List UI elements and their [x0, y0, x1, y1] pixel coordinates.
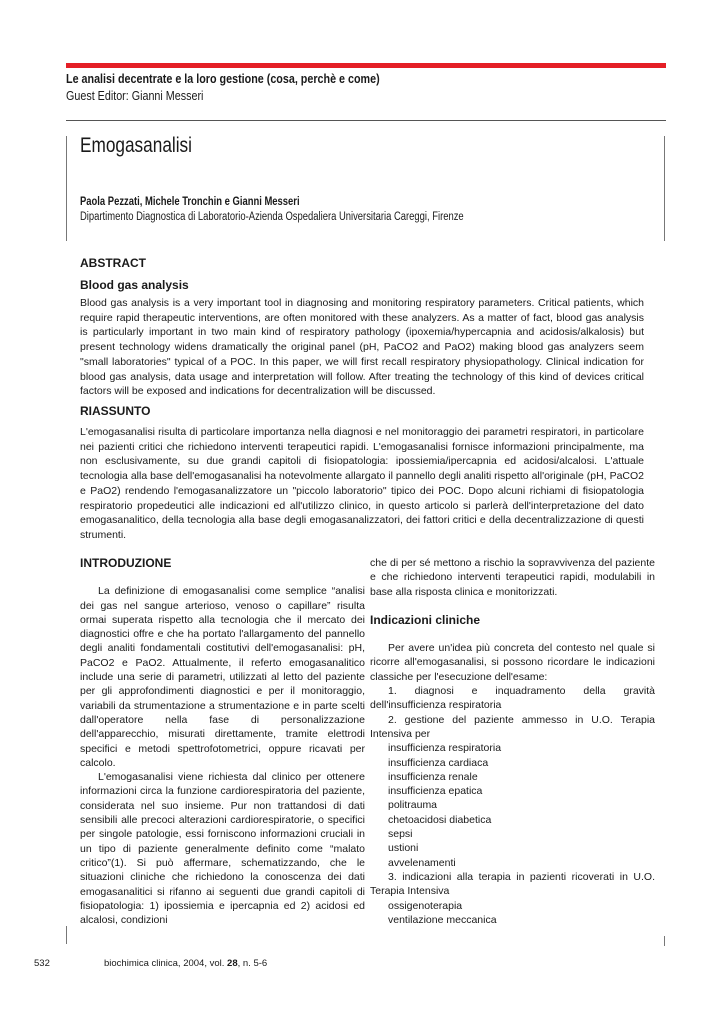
introduzione-paragraph: L'emogasanalisi viene richiesta dal clinico per ottenere informazioni circa la funzione cardiorespiratoria del paziente, considerata nel suo insieme. Pur non trattandosi di dati sensibili alle precoci alterazioni cardiorespiratorie, o specifici per singole patologie, essi forniscono informazioni cruciali in un tipo di paziente generalmente definito come “malato critico”(1). Si può affermare, schematizzando, che le situazioni cliniche che richiedono la conoscenza dei dati emogasanalitici si rifanno ai seguenti due grandi capitoli di fisiopatologia: 1) ipossiemia e ipercapnia ed 2) acidosi ed alcalosi, condizioni: [80, 771, 365, 927]
indicazioni-item: 3. indicazioni alla terapia in pazienti ricoverati in U.O. Terapia Intensiva: [370, 870, 655, 898]
riassunto-body: L'emogasanalisi risulta di particolare importanza nella diagnosi e nel monitoraggio dei parametri respiratori, in particolare nei pazienti critici che richiedono interventi terapeutici rapidi. L'emogasanalisi fornisce informazioni principalmente, ma non esclusivamente, su due grandi capitoli di fisiopatologia: ipossiemia/ipercapnia ed acidosi/alcalosi. L'attuale tecnologia alla base dell'emogasanalisi ha notevolmente allargato il pannello degli analiti rispetto all'originale (pH, PaCO2 e PaO2) rendendo l'emogasanalizzatore un "piccolo laboratorio" tipico dei POC. Dopo alcuni richiami di fisiopatologia respiratorio propedeutici alle indicazioni ed all'utilizzo clinico, in questo articolo si parlerà dell'interpretazione del dato emogasanalitico, della tecnologia alla base degli emogasanalizzatori, dei fattori critici e della decentralizzazione di questi strumenti.: [80, 426, 644, 541]
column-left: [80, 556, 365, 927]
introduzione-heading: INTRODUZIONE: [80, 556, 172, 570]
list-item: ossigenoterapia: [388, 899, 463, 912]
page-number: 532: [34, 958, 50, 969]
list-item: insufficienza cardiaca: [388, 756, 489, 769]
guest-editor: Guest Editor: Gianni Messeri: [66, 89, 204, 103]
journal-citation: biochimica clinica, 2004, vol.: [104, 958, 225, 969]
introduzione-continuation: che di per sé mettono a rischio la sopravvivenza del paziente e che richiedono interventi terapeutici rapidi, modulabili in base alla risposta clinica e monitorizzati.: [370, 557, 655, 598]
indicazioni-item: 1. diagnosi e inquadramento della gravità dell'insufficienza respiratoria: [370, 685, 655, 712]
article-title: Emogasanalisi: [80, 134, 192, 157]
abstract-body: Blood gas analysis is a very important tool in diagnosing and monitoring respiratory parameters. Critical patients, which require rapid therapeutic interventions, are often monitored with these analyzers. As a matter of fact, blood gas analysis is particularly important in two main kind of respiratory pathology (ipoxemia/hypercapnia and acidosis/alkalosis) but present technology widens dramatically the original panel (pH, PaCO2 and PaO2) making blood gas analyzers seem "small laboratories" typical of a POC. In this paper, we will first recall respiratory physiopathology. Clinical indication for blood gas analysis, data usage and interpretation will follow. After treating the technology of this kind of devices critical factors will be exposed and indications for decentralization will be discussed.: [80, 297, 644, 398]
abstract-heading: ABSTRACT: [80, 256, 146, 270]
list-item: politrauma: [388, 799, 438, 812]
volume-number: 28: [227, 958, 238, 969]
list-item: insufficienza renale: [388, 770, 478, 783]
list-item: insufficienza respiratoria: [388, 742, 502, 755]
list-item: ventilazione meccanica: [388, 913, 497, 926]
issue-number: , n. 5-6: [237, 958, 268, 969]
indicazioni-sublist: [370, 741, 655, 870]
series-title: Le analisi decentrate e la loro gestione (cosa, perchè e come): [66, 72, 380, 86]
introduzione-paragraph: La definizione di emogasanalisi come semplice “analisi dei gas nel sangue arterioso, venoso o capillare” risulta ormai superata rispetto alla tecnologia che il mercato dei diagnostici offre e che ha portato l'allargamento del pannello degli analiti fondamentali costitutivi dell'emogasanalisi: pH, PaCO2 e PaO2. Attualmente, il referto emogasanalitico include una serie di parametri, utilizzati al letto del paziente per gli approfondimenti diagnostici e per il monitoraggio, variabili da strumentazione a strumentazione e in parte scelti dall'operatore nella fase di personalizzazione dell'apparecchio, misurati direttamente, tramite elettrodi specifici e metodi spettrofotometrici, oppure ricavati per calcolo.: [80, 585, 365, 769]
list-item: insufficienza epatica: [388, 785, 483, 798]
right-margin-line: [664, 136, 665, 241]
column-right: [370, 556, 655, 927]
list-item: ustioni: [388, 842, 419, 855]
indicazioni-item: 2. gestione del paziente ammesso in U.O. Terapia Intensiva per: [370, 713, 655, 740]
page-footer: [34, 958, 267, 969]
indicazioni-intro: Per avere un'idea più concreta del contesto nel quale si ricorre all'emogasanalisi, si possono ricordare le indicazioni classiche per l'esecuzione dell'esame:: [370, 642, 655, 683]
list-item: chetoacidosi diabetica: [388, 813, 492, 826]
riassunto-heading: RIASSUNTO: [80, 404, 151, 418]
indicazioni-sublist: [370, 899, 655, 928]
list-item: sepsi: [388, 828, 413, 841]
list-item: avvelenamenti: [388, 856, 456, 869]
abstract-subheading: Blood gas analysis: [80, 278, 189, 292]
left-margin-line-bottom: [66, 926, 67, 944]
right-margin-line-bottom: [664, 936, 665, 946]
indicazioni-heading: Indicazioni cliniche: [370, 612, 481, 627]
left-margin-line: [66, 136, 67, 241]
authors: Paola Pezzati, Michele Tronchin e Gianni Messeri: [80, 196, 300, 208]
header-red-bar: [66, 63, 666, 68]
header-rule: [66, 120, 666, 121]
affiliation: Dipartimento Diagnostica di Laboratorio-Azienda Ospedaliera Universitaria Careggi, Firenze: [80, 211, 464, 223]
